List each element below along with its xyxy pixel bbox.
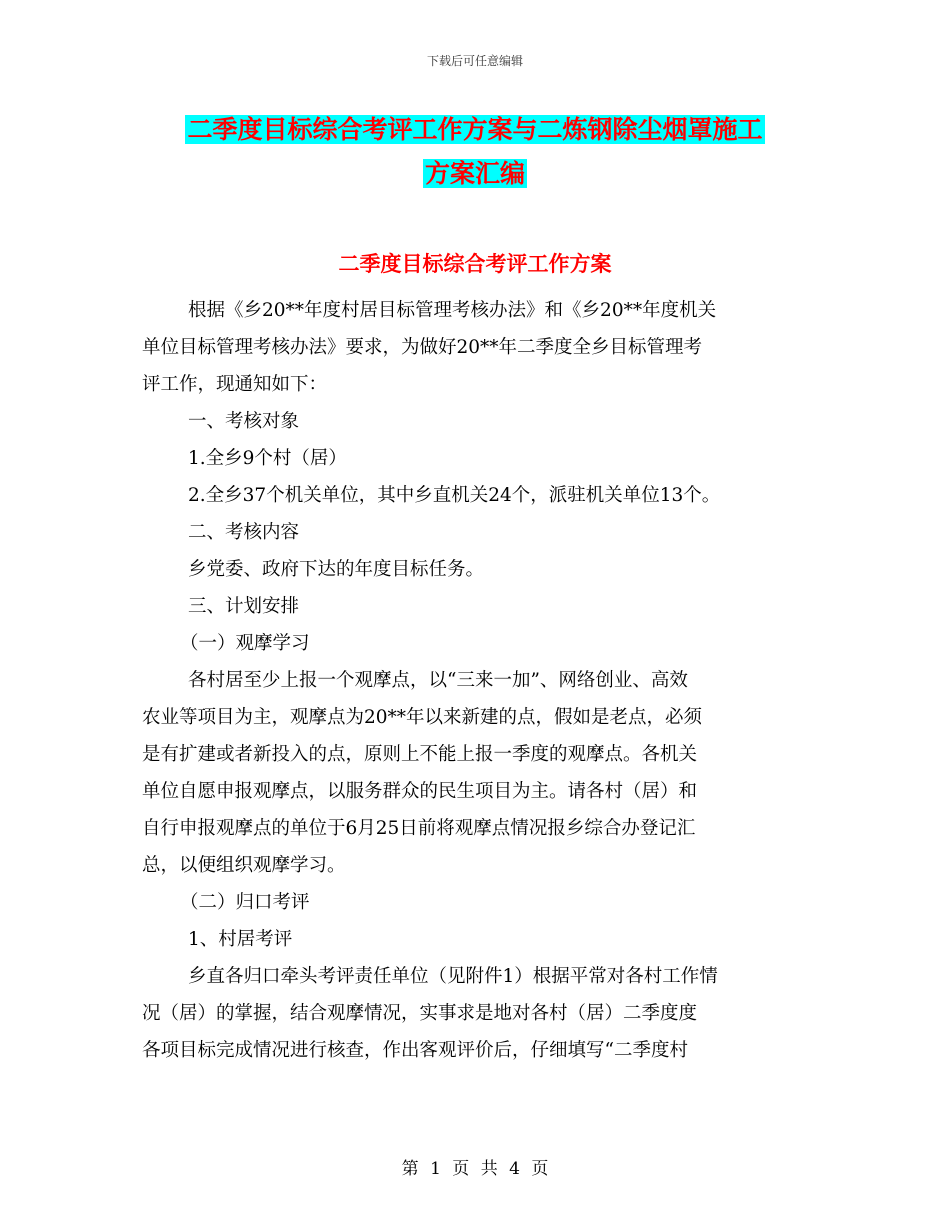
body-line: 评工作，现通知如下： [142, 374, 328, 395]
body-line: 2.全乡37个机关单位，其中乡直机关24个，派驻机关单位13个。 [188, 485, 721, 506]
body-line: 1.全乡9个村（居） [188, 448, 347, 469]
document-title-line-1 [0, 112, 950, 148]
body-line: 况（居）的掌握，结合观摩情况，实事求是地对各村（居）二季度度 [142, 1003, 698, 1024]
body-line: （二）归口考评 [180, 892, 310, 913]
body-line: 各村居至少上报一个观摩点，以“三来一加”、网络创业、高效 [188, 670, 688, 691]
body-line: 总，以便组织观摩学习。 [142, 855, 346, 876]
body-line: 单位目标管理考核办法》要求，为做好20**年二季度全乡目标管理考 [142, 337, 703, 358]
body-line: 乡直各归口牵头考评责任单位（见附件1）根据平常对各村工作情 [188, 966, 718, 987]
body-line: 是有扩建或者新投入的点，原则上不能上报一季度的观摩点。各机关 [142, 744, 698, 765]
body-line: （一）观摩学习 [180, 633, 310, 654]
document-title-line-2 [0, 156, 950, 192]
body-line: 三、计划安排 [188, 596, 300, 617]
body-line: 乡党委、政府下达的年度目标任务。 [188, 559, 485, 580]
page-footer: 第 1 页 共 4 页 [401, 1159, 549, 1179]
title-highlight-2: 方案汇编 [424, 159, 525, 188]
body-line: 各项目标完成情况进行核查，作出客观评价后，仔细填写“二季度村 [142, 1040, 688, 1061]
title-highlight-1: 二季度目标综合考评工作方案与二炼钢除尘烟罩施工 [187, 115, 763, 144]
body-line: 农业等项目为主，观摩点为20**年以来新建的点，假如是老点，必须 [142, 707, 703, 728]
body-line: 二、考核内容 [188, 522, 300, 543]
body-line: 一、考核对象 [188, 411, 300, 432]
page-header: 下载后可任意编辑 [426, 54, 523, 68]
body-line: 单位自愿申报观摩点，以服务群众的民生项目为主。请各村（居）和 [142, 781, 698, 802]
body-line: 1、村居考评 [188, 929, 293, 950]
body-line: 根据《乡20**年度村居目标管理考核办法》和《乡20**年度机关 [188, 300, 717, 321]
body-line: 自行申报观摩点的单位于6月25日前将观摩点情况报乡综合办登记汇 [142, 818, 696, 839]
document-body [142, 292, 822, 1069]
section-title: 二季度目标综合考评工作方案 [338, 252, 612, 276]
